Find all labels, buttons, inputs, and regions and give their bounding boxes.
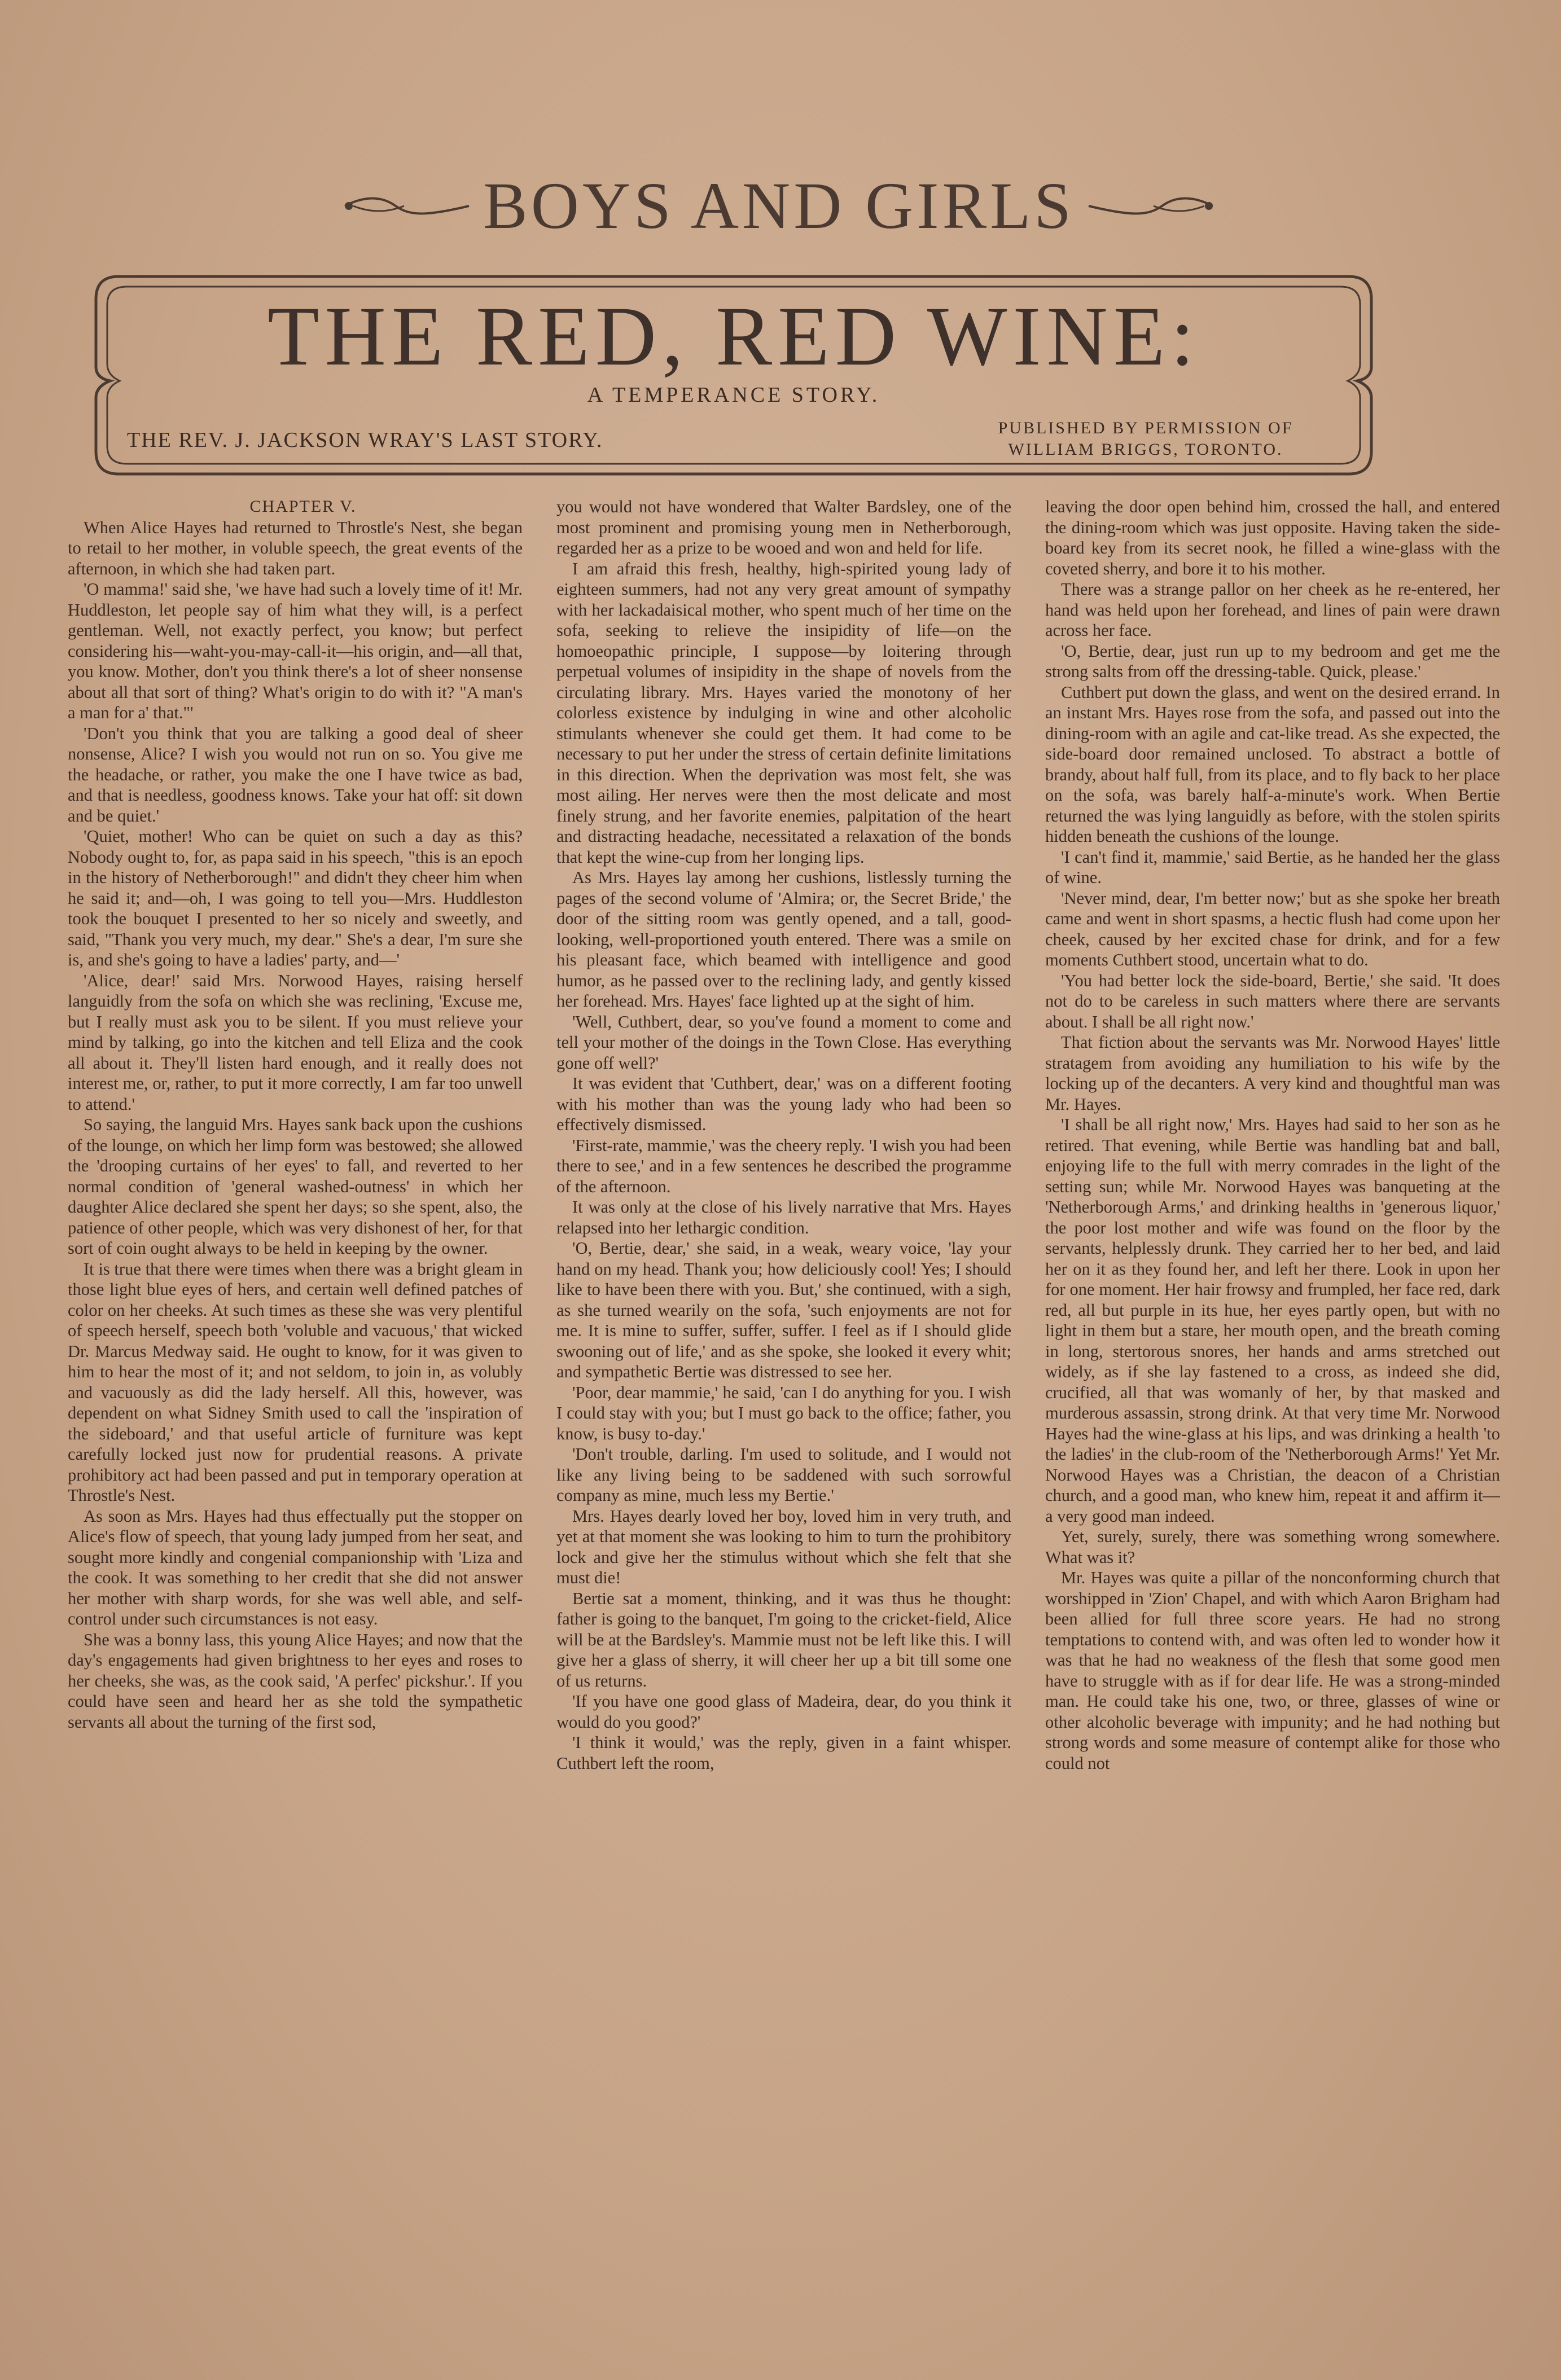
paragraph: 'Don't you think that you are talking a good deal of sheer nonsense, Alice? I wish you would not run on so. You give me the headache, or rather, you make the one I have twice as bad, and that is needless, goodness knows. Take your hat off: sit down and be quiet.' bbox=[68, 723, 523, 825]
paragraph: 'O, Bertie, dear,' she said, in a weak, weary voice, 'lay your hand on my head. Thank you; how deliciously cool! Yes; I should like to have been there with you. But,' she continued, with a sigh, as she turned wearily on the sofa, 'such enjoyments are not for me. It is mine to suffer, suffer, suffer. I feel as if I should glide swooning out of life,' and as she spoke, she looked it every whit; and sympathetic Bertie was distressed to see her. bbox=[556, 1239, 1011, 1381]
permission-line-1: PUBLISHED BY PERMISSION OF bbox=[998, 419, 1293, 437]
paragraph: That fiction about the servants was Mr. Norwood Hayes' little stratagem from avoiding any humiliation to his wife by the locking up of the decanters. A very kind and thoughtful man was Mr. Hayes. bbox=[1045, 1033, 1500, 1114]
paragraph: 'Don't trouble, darling. I'm used to solitude, and I would not like any living being to be saddened with such sorrowful company as mine, much less my Bertie.' bbox=[556, 1444, 1011, 1505]
paragraph: Bertie sat a moment, thinking, and it was thus he thought: father is going to the banquet, I'm going to the cricket-field, Alice will be at the Bardsley's. Mammie must not be left like this. I will give her a glass of sherry, it will cheer her up a bit till some one of us returns. bbox=[556, 1588, 1011, 1690]
paragraph: 'I think it would,' was the reply, given in a faint whisper. Cuthbert left the room, bbox=[556, 1733, 1011, 1773]
paragraph: 'Well, Cuthbert, dear, so you've found a moment to come and tell your mother of the doings in the Town Close. Has everything gone off well?' bbox=[556, 1012, 1011, 1073]
paragraph: 'Alice, dear!' said Mrs. Norwood Hayes, raising herself languidly from the sofa on which she was reclining, 'Excuse me, but I really must ask you to be silent. If you must relieve your mind by talking, go into the kitchen and tell Eliza and the cook all about it. They'll listen hard enough, and it really does not interest me, or, rather, to put it more correctly, I am far too unwell to attend.' bbox=[68, 971, 523, 1114]
paragraph: 'I shall be all right now,' Mrs. Hayes had said to her son as he retired. That evening, while Bertie was handling bat and ball, enjoying life to the full with merry comrades in the light of the setting sun; while Mr. Norwood Hayes was banqueting at the 'Netherborough Arms,' and drinking healths in 'generous liquor,' the poor lost mother and wife was found on the floor by the servants, helplessly drunk. They carried her to her bed, and laid her on it as they found her, and left her there. Look in upon her for one moment. Her hair frowsy and frumpled, her face red, dark red, all but purple in its hue, her eyes partly open, but with no light in them but a stare, her mouth open, and the breath coming in long, stertorous snores, her hands and arms stretched out widely, as if she lay fastened to a cross, as indeed she did, crucified, all that was womanly of her, by that masked and murderous assassin, strong drink. At that very time Mr. Norwood Hayes had the wine-glass at his lips, and was drinking a health 'to the ladies' in the club-room of the 'Netherborough Arms!' Yet Mr. Norwood Hayes was a Christian, the deacon of a Christian church, and a good man, who knew him, repeat it and affirm it—a very good man indeed. bbox=[1045, 1115, 1500, 1526]
paragraph: 'Never mind, dear, I'm better now;' but as she spoke her breath came and went in short spasms, a hectic flush had come upon her cheek, caused by her excited chase for drink, and for a few moments Cuthbert stood, uncertain what to do. bbox=[1045, 888, 1500, 969]
section-header bbox=[203, 169, 1354, 243]
paragraph: 'If you have one good glass of Madeira, dear, do you think it would do you good?' bbox=[556, 1692, 1011, 1732]
paragraph: Yet, surely, surely, there was something wrong somewhere. What was it? bbox=[1045, 1527, 1500, 1567]
paragraph: Mrs. Hayes dearly loved her boy, loved him in very truth, and yet at that moment she was looking to him to turn the prohibitory lock and give her the stimulus without which she felt that she must die! bbox=[556, 1506, 1011, 1587]
paragraph: It was evident that 'Cuthbert, dear,' was on a different footing with his mother than was the young lady who had been so effectively dismissed. bbox=[556, 1074, 1011, 1134]
paragraph: you would not have wondered that Walter Bardsley, one of the most prominent and promising young men in Netherborough, regarded her as a prize to be wooed and won and held for life. bbox=[556, 497, 1011, 557]
paragraph: 'I can't find it, mammie,' said Bertie, as he handed her the glass of wine. bbox=[1045, 847, 1500, 887]
paragraph: 'Quiet, mother! Who can be quiet on such a day as this? Nobody ought to, for, as papa said in his speech, "this is an epoch in the history of Netherborough!" and didn't they cheer him when he said it; and—oh, I was going to tell you—Mrs. Huddleston took the bouquet I presented to her so nicely and sweetly, and said, "Thank you very much, my dear." She's a dear, I'm sure she is, and she's going to have a ladies' party, and—' bbox=[68, 827, 523, 969]
paragraph: She was a bonny lass, this young Alice Hayes; and now that the day's engagements had given brightness to her eyes and roses to her cheeks, she was, as the cook said, 'A perfec' pickshur.'. If you could have seen and heard her as she told the sympathetic servants all about the turning of the first sod, bbox=[68, 1630, 523, 1732]
paragraph: 'O, Bertie, dear, just run up to my bedroom and get me the strong salts from off the dressing-table. Quick, please.' bbox=[1045, 641, 1500, 681]
paragraph: It was only at the close of his lively narrative that Mrs. Hayes relapsed into her lethargic condition. bbox=[556, 1197, 1011, 1237]
title-frame bbox=[85, 265, 1383, 485]
byline: THE REV. J. JACKSON WRAY'S LAST STORY. bbox=[127, 428, 603, 452]
paragraph: 'You had better lock the side-board, Bertie,' she said. 'It does not do to be careless in such matters where there are servants about. I shall be all right now.' bbox=[1045, 971, 1500, 1031]
paragraph: leaving the door open behind him, crossed the hall, and entered the dining-room which was just opposite. Having taken the side-board key from its secret nook, he filled a wine-glass with the coveted sherry, and bore it to his mother. bbox=[1045, 497, 1500, 578]
paragraph: There was a strange pallor on her cheek as he re-entered, her hand was held upon her forehead, and lines of pain were drawn across her face. bbox=[1045, 579, 1500, 640]
paragraph: 'Poor, dear mammie,' he said, 'can I do anything for you. I wish I could stay with you; but I must go back to the office; father, you know, is busy to-day.' bbox=[556, 1382, 1011, 1443]
permission-line-2: WILLIAM BRIGGS, TORONTO. bbox=[1008, 440, 1283, 459]
section-title: BOYS AND GIRLS bbox=[483, 169, 1075, 243]
story-subtitle: A TEMPERANCE STORY. bbox=[587, 383, 880, 407]
paragraph: Mr. Hayes was quite a pillar of the nonconforming church that worshipped in 'Zion' Chapel, and with which Aaron Brigham had been allied for full three score years. He had no strong temptations to contend with, and was often led to wonder how it was that he had no weakness of the flesh that some good men have to struggle with as if for dear life. He was a strong-minded man. He could take his one, two, or three, glasses of wine or other alcoholic beverage with impunity; and he had nothing but strong words and some measure of contempt alike for those who could not bbox=[1045, 1568, 1500, 1773]
paragraph: As Mrs. Hayes lay among her cushions, listlessly turning the pages of the second volume of 'Almira; or, the Secret Bride,' the door of the sitting room was gently opened, and a tall, good-looking, well-proportioned youth entered. There was a smile on his pleasant face, which beamed with intelligence and good humor, as he passed over to the reclining lady, and gently kissed her forehead. Mrs. Hayes' face lighted up at the sight of him. bbox=[556, 868, 1011, 1011]
paragraph: As soon as Mrs. Hayes had thus effectually put the stopper on Alice's flow of speech, that young lady jumped from her seat, and sought more kindly and congenial companionship with 'Liza and the cook. It was something to her credit that she did not answer her mother with sharp words, for she was well able, and self-control under such circumstances is not easy. bbox=[68, 1506, 523, 1628]
column-2 bbox=[556, 497, 1011, 2353]
right-flourish-icon bbox=[1086, 195, 1216, 217]
paragraph: 'First-rate, mammie,' was the cheery reply. 'I wish you had been there to see,' and in a few sentences he described the programme of the afternoon. bbox=[556, 1135, 1011, 1196]
paragraph: Cuthbert put down the glass, and went on the desired errand. In an instant Mrs. Hayes rose from the sofa, and passed out into the dining-room with an agile and cat-like tread. As she expected, the side-board door remained unclosed. To abstract a bottle of brandy, about half full, from its place, and to fly back to her place on the sofa, was barely half-a-minute's work. When Bertie returned the was lying languidly as before, with the stolen spirits hidden beneath the cushions of the lounge. bbox=[1045, 682, 1500, 846]
paragraph: It is true that there were times when there was a bright gleam in those light blue eyes of hers, and certain well defined patches of color on her cheeks. At such times as these she was very plentiful of speech herself, speech both 'voluble and vacuous,' that wicked Dr. Marcus Medway said. He ought to know, for it was given to him to hear the most of it; and not seldom, to join in, as volubly and vacuously as did the lady herself. All this, however, was dependent on what Sidney Smith used to call the 'inspiration of the sideboard,' and that useful article of furniture was kept carefully locked just now for prudential reasons. A private prohibitory act had been passed and put in temporary operation at Throstle's Nest. bbox=[68, 1259, 523, 1505]
column-3 bbox=[1045, 497, 1500, 2353]
article-body bbox=[68, 497, 1501, 2353]
paragraph: 'O mamma!' said she, 'we have had such a lovely time of it! Mr. Huddleston, let people say of him what they will, is a perfect gentleman. Well, not exactly perfect, you know; but perfect considering his—waht-you-may-call-it—his origin, and—all that, you know. Mother, don't you think there's a lot of sheer nonsense about all that sort of thing? What's origin to do with it? "A man's a man for a' that."' bbox=[68, 579, 523, 722]
chapter-heading: CHAPTER V. bbox=[249, 497, 357, 516]
column-1 bbox=[68, 497, 523, 2353]
story-title: THE RED, RED WINE: bbox=[267, 289, 1200, 383]
publication-permission bbox=[942, 418, 1349, 460]
paragraph: So saying, the languid Mrs. Hayes sank back upon the cushions of the lounge, on which her limp form was bestowed; she allowed the 'drooping curtains of her eyes' to fall, and reverted to her normal condition of 'general washed-outness' in which her daughter Alice declared she spent her days; so she spent, also, the patience of other people, which was very dishonest of her, for that sort of coin ought always to be held in keeping by the owner. bbox=[68, 1115, 523, 1258]
left-flourish-icon bbox=[342, 195, 472, 217]
paragraph: I am afraid this fresh, healthy, high-spirited young lady of eighteen summers, had not any very great amount of sympathy with her lackadaisical mother, who spent much of her time on the sofa, seeking to relieve the insipidity of life—on the homoeopathic principle, I suppose—by loitering through perpetual volumes of insipidity in the shape of novels from the circulating library. Mrs. Hayes varied the monotony of her colorless existence by indulging in wine and other alcoholic stimulants whenever she could get them. It had come to be necessary to put her under the stress of certain definite limitations in this direction. When the deprivation was most felt, she was most ailing. Her nerves were then the most delicate and most finely strung, and her favorite enemies, palpitation of the heart and distracting headache, necessitated a relaxation of the bonds that kept the wine-cup from her longing lips. bbox=[556, 559, 1011, 867]
paragraph: When Alice Hayes had returned to Throstle's Nest, she began to retail to her mother, in voluble speech, the great events of the afternoon, in which she had taken part. bbox=[68, 517, 523, 578]
